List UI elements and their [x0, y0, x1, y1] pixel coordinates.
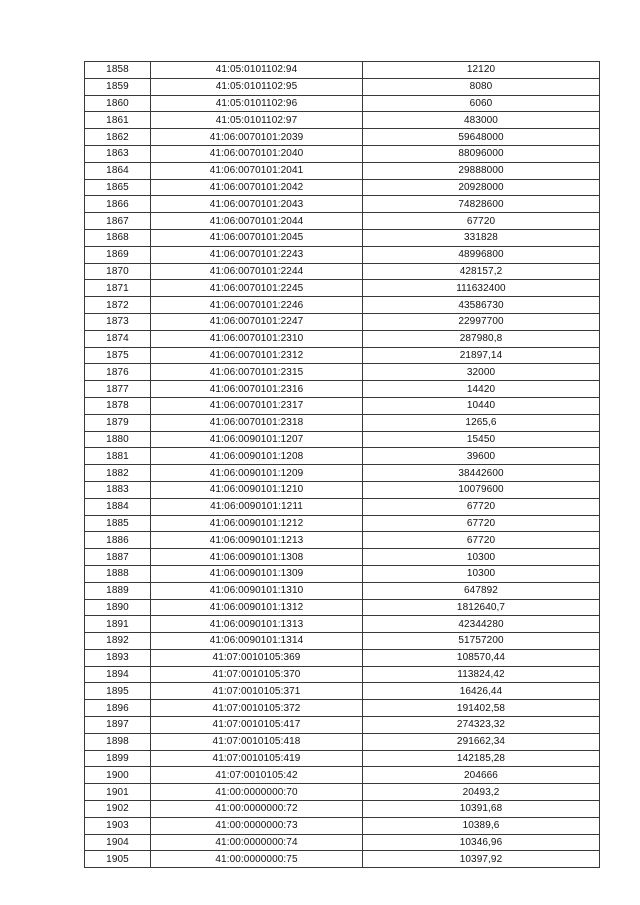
table-row	[85, 280, 600, 297]
table-row	[85, 700, 600, 717]
value-cell: 38442600	[363, 465, 600, 482]
table-row	[85, 649, 600, 666]
table-row	[85, 515, 600, 532]
row-number-cell: 1876	[85, 364, 151, 381]
value-cell: 67720	[363, 213, 600, 230]
table-row	[85, 448, 600, 465]
value-cell: 291662,34	[363, 733, 600, 750]
cadastral-number-cell: 41:00:0000000:74	[151, 834, 363, 851]
value-cell: 10440	[363, 397, 600, 414]
row-number-cell: 1882	[85, 465, 151, 482]
cadastral-number-cell: 41:06:0090101:1210	[151, 481, 363, 498]
table-row	[85, 616, 600, 633]
value-cell: 10300	[363, 549, 600, 566]
value-cell: 10300	[363, 565, 600, 582]
value-cell: 1812640,7	[363, 599, 600, 616]
row-number-cell: 1903	[85, 817, 151, 834]
table-row	[85, 717, 600, 734]
cadastral-number-cell: 41:06:0090101:1211	[151, 498, 363, 515]
table-row	[85, 633, 600, 650]
table-row	[85, 498, 600, 515]
table-row	[85, 532, 600, 549]
value-cell: 142185,28	[363, 750, 600, 767]
value-cell: 113824,42	[363, 666, 600, 683]
value-cell: 15450	[363, 431, 600, 448]
table-row	[85, 414, 600, 431]
value-cell: 51757200	[363, 633, 600, 650]
value-cell: 67720	[363, 498, 600, 515]
value-cell: 22997700	[363, 313, 600, 330]
cadastral-number-cell: 41:06:0070101:2315	[151, 364, 363, 381]
cadastral-number-cell: 41:06:0070101:2042	[151, 179, 363, 196]
table-row	[85, 431, 600, 448]
row-number-cell: 1871	[85, 280, 151, 297]
cadastral-number-cell: 41:05:0101102:97	[151, 112, 363, 129]
row-number-cell: 1896	[85, 700, 151, 717]
value-cell: 1265,6	[363, 414, 600, 431]
value-cell: 10389,6	[363, 817, 600, 834]
row-number-cell: 1879	[85, 414, 151, 431]
row-number-cell: 1880	[85, 431, 151, 448]
value-cell: 6060	[363, 95, 600, 112]
cadastral-number-cell: 41:06:0090101:1207	[151, 431, 363, 448]
table-row	[85, 213, 600, 230]
value-cell: 48996800	[363, 246, 600, 263]
table-row	[85, 162, 600, 179]
row-number-cell: 1870	[85, 263, 151, 280]
value-cell: 287980,8	[363, 330, 600, 347]
row-number-cell: 1895	[85, 683, 151, 700]
row-number-cell: 1873	[85, 313, 151, 330]
table-row	[85, 834, 600, 851]
value-cell: 274323,32	[363, 717, 600, 734]
table-row	[85, 95, 600, 112]
table-row	[85, 297, 600, 314]
cadastral-number-cell: 41:06:0090101:1212	[151, 515, 363, 532]
cadastral-number-cell: 41:06:0070101:2317	[151, 397, 363, 414]
value-cell: 10346,96	[363, 834, 600, 851]
value-cell: 16426,44	[363, 683, 600, 700]
row-number-cell: 1894	[85, 666, 151, 683]
row-number-cell: 1858	[85, 62, 151, 79]
cadastral-number-cell: 41:00:0000000:73	[151, 817, 363, 834]
row-number-cell: 1886	[85, 532, 151, 549]
value-cell: 20928000	[363, 179, 600, 196]
cadastral-number-cell: 41:06:0070101:2041	[151, 162, 363, 179]
cadastral-number-cell: 41:06:0090101:1314	[151, 633, 363, 650]
value-cell: 10391,68	[363, 801, 600, 818]
value-cell: 8080	[363, 78, 600, 95]
row-number-cell: 1866	[85, 196, 151, 213]
row-number-cell: 1869	[85, 246, 151, 263]
cadastral-number-cell: 41:05:0101102:95	[151, 78, 363, 95]
row-number-cell: 1887	[85, 549, 151, 566]
cadastral-number-cell: 41:05:0101102:96	[151, 95, 363, 112]
cadastral-number-cell: 41:06:0090101:1312	[151, 599, 363, 616]
row-number-cell: 1904	[85, 834, 151, 851]
cadastral-number-cell: 41:06:0070101:2044	[151, 213, 363, 230]
cadastral-number-cell: 41:06:0070101:2040	[151, 145, 363, 162]
cadastral-number-cell: 41:06:0070101:2312	[151, 347, 363, 364]
row-number-cell: 1899	[85, 750, 151, 767]
table-row	[85, 62, 600, 79]
cadastral-number-cell: 41:06:0070101:2039	[151, 129, 363, 146]
cadastral-number-cell: 41:06:0090101:1309	[151, 565, 363, 582]
table-row	[85, 801, 600, 818]
table-row	[85, 196, 600, 213]
value-cell: 331828	[363, 229, 600, 246]
table-row	[85, 817, 600, 834]
row-number-cell: 1905	[85, 851, 151, 868]
table-body	[85, 62, 600, 868]
cadastral-number-cell: 41:06:0090101:1308	[151, 549, 363, 566]
row-number-cell: 1892	[85, 633, 151, 650]
value-cell: 29888000	[363, 162, 600, 179]
row-number-cell: 1875	[85, 347, 151, 364]
table-row	[85, 750, 600, 767]
row-number-cell: 1881	[85, 448, 151, 465]
cadastral-number-cell: 41:06:0090101:1213	[151, 532, 363, 549]
row-number-cell: 1897	[85, 717, 151, 734]
row-number-cell: 1884	[85, 498, 151, 515]
value-cell: 88096000	[363, 145, 600, 162]
table-row	[85, 330, 600, 347]
table-row	[85, 481, 600, 498]
table-row	[85, 246, 600, 263]
table-row	[85, 263, 600, 280]
row-number-cell: 1900	[85, 767, 151, 784]
value-cell: 67720	[363, 532, 600, 549]
table-row	[85, 313, 600, 330]
row-number-cell: 1864	[85, 162, 151, 179]
cadastral-number-cell: 41:06:0070101:2244	[151, 263, 363, 280]
value-cell: 204666	[363, 767, 600, 784]
value-cell: 10397,92	[363, 851, 600, 868]
value-cell: 14420	[363, 381, 600, 398]
row-number-cell: 1859	[85, 78, 151, 95]
value-cell: 191402,58	[363, 700, 600, 717]
value-cell: 12120	[363, 62, 600, 79]
row-number-cell: 1874	[85, 330, 151, 347]
table-row	[85, 347, 600, 364]
row-number-cell: 1865	[85, 179, 151, 196]
table-row	[85, 767, 600, 784]
table-row	[85, 784, 600, 801]
table-row	[85, 549, 600, 566]
cadastral-number-cell: 41:06:0090101:1209	[151, 465, 363, 482]
row-number-cell: 1902	[85, 801, 151, 818]
cadastral-number-cell: 41:07:0010105:369	[151, 649, 363, 666]
cadastral-number-cell: 41:07:0010105:42	[151, 767, 363, 784]
cadastral-number-cell: 41:00:0000000:70	[151, 784, 363, 801]
cadastral-number-cell: 41:06:0070101:2318	[151, 414, 363, 431]
value-cell: 74828600	[363, 196, 600, 213]
row-number-cell: 1860	[85, 95, 151, 112]
cadastral-number-cell: 41:06:0090101:1310	[151, 582, 363, 599]
cadastral-number-cell: 41:07:0010105:372	[151, 700, 363, 717]
table-row	[85, 179, 600, 196]
table-row	[85, 145, 600, 162]
row-number-cell: 1890	[85, 599, 151, 616]
cadastral-number-cell: 41:06:0070101:2316	[151, 381, 363, 398]
table-row	[85, 381, 600, 398]
table-row	[85, 129, 600, 146]
cadastral-number-cell: 41:07:0010105:371	[151, 683, 363, 700]
row-number-cell: 1893	[85, 649, 151, 666]
cadastral-number-cell: 41:07:0010105:417	[151, 717, 363, 734]
row-number-cell: 1885	[85, 515, 151, 532]
row-number-cell: 1863	[85, 145, 151, 162]
cadastral-number-cell: 41:07:0010105:418	[151, 733, 363, 750]
row-number-cell: 1891	[85, 616, 151, 633]
row-number-cell: 1861	[85, 112, 151, 129]
value-cell: 21897,14	[363, 347, 600, 364]
row-number-cell: 1872	[85, 297, 151, 314]
table-row	[85, 229, 600, 246]
cadastral-number-cell: 41:06:0070101:2243	[151, 246, 363, 263]
cadastral-number-cell: 41:07:0010105:419	[151, 750, 363, 767]
table-row	[85, 397, 600, 414]
table-row	[85, 599, 600, 616]
table-row	[85, 851, 600, 868]
cadastral-number-cell: 41:06:0070101:2045	[151, 229, 363, 246]
cadastral-number-cell: 41:06:0070101:2310	[151, 330, 363, 347]
table-row	[85, 582, 600, 599]
table-row	[85, 565, 600, 582]
row-number-cell: 1883	[85, 481, 151, 498]
row-number-cell: 1867	[85, 213, 151, 230]
cadastral-number-cell: 41:06:0070101:2247	[151, 313, 363, 330]
cadastral-value-table	[84, 61, 600, 868]
value-cell: 59648000	[363, 129, 600, 146]
row-number-cell: 1868	[85, 229, 151, 246]
value-cell: 39600	[363, 448, 600, 465]
value-cell: 483000	[363, 112, 600, 129]
value-cell: 108570,44	[363, 649, 600, 666]
value-cell: 111632400	[363, 280, 600, 297]
cadastral-number-cell: 41:05:0101102:94	[151, 62, 363, 79]
cadastral-number-cell: 41:00:0000000:72	[151, 801, 363, 818]
value-cell: 32000	[363, 364, 600, 381]
value-cell: 42344280	[363, 616, 600, 633]
cadastral-number-cell: 41:07:0010105:370	[151, 666, 363, 683]
table-row	[85, 112, 600, 129]
table-row	[85, 683, 600, 700]
row-number-cell: 1877	[85, 381, 151, 398]
row-number-cell: 1878	[85, 397, 151, 414]
cadastral-number-cell: 41:06:0070101:2245	[151, 280, 363, 297]
row-number-cell: 1898	[85, 733, 151, 750]
value-cell: 10079600	[363, 481, 600, 498]
value-cell: 647892	[363, 582, 600, 599]
table-row	[85, 465, 600, 482]
row-number-cell: 1888	[85, 565, 151, 582]
value-cell: 20493,2	[363, 784, 600, 801]
cadastral-number-cell: 41:06:0070101:2246	[151, 297, 363, 314]
row-number-cell: 1889	[85, 582, 151, 599]
table-row	[85, 666, 600, 683]
cadastral-number-cell: 41:00:0000000:75	[151, 851, 363, 868]
row-number-cell: 1901	[85, 784, 151, 801]
table-row	[85, 733, 600, 750]
cadastral-number-cell: 41:06:0070101:2043	[151, 196, 363, 213]
value-cell: 428157,2	[363, 263, 600, 280]
value-cell: 67720	[363, 515, 600, 532]
cadastral-number-cell: 41:06:0090101:1313	[151, 616, 363, 633]
value-cell: 43586730	[363, 297, 600, 314]
table-row	[85, 78, 600, 95]
cadastral-number-cell: 41:06:0090101:1208	[151, 448, 363, 465]
row-number-cell: 1862	[85, 129, 151, 146]
table-row	[85, 364, 600, 381]
